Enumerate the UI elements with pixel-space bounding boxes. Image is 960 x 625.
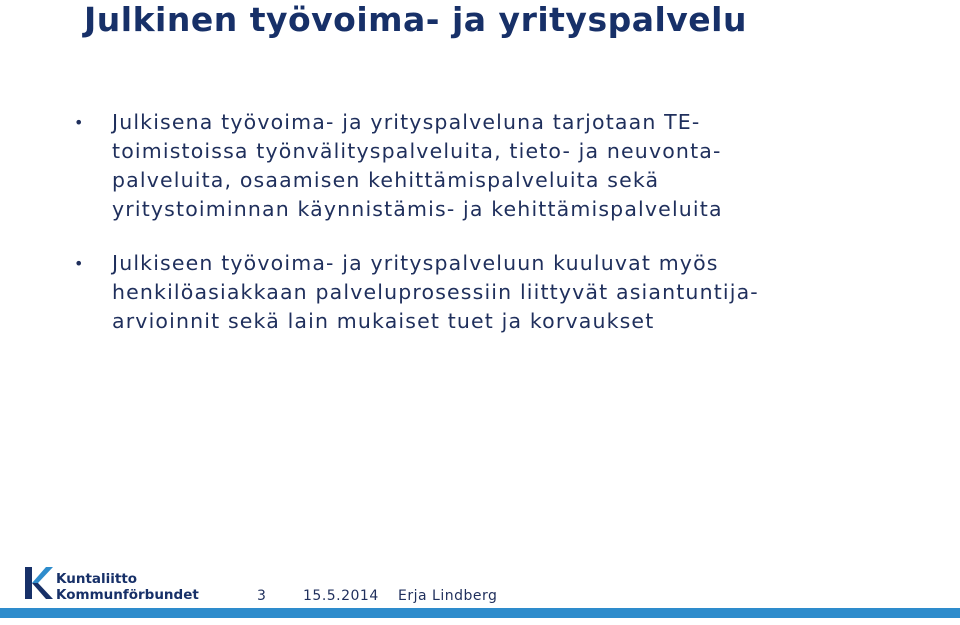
kuntaliitto-logo-icon <box>24 565 54 601</box>
slide-title: Julkinen työvoima- ja yrityspalvelu <box>84 0 747 39</box>
bullet-line: henkilöasiakkaan palveluprosessiin liittyvät asiantuntija- <box>112 280 759 304</box>
page-number: 3 <box>257 588 267 604</box>
bullet-line: yritystoiminnan käynnistämis- ja kehittämispalveluita <box>112 197 723 221</box>
bullet-line: arvioinnit sekä lain mukaiset tuet ja korvaukset <box>112 309 655 333</box>
bullet-dot-icon: • <box>74 113 85 132</box>
bullet-line: Julkisena työvoima- ja yrityspalveluna tarjotaan TE- <box>112 110 701 134</box>
footer-date: 15.5.2014 <box>303 588 379 604</box>
logo-line-2: Kommunförbundet <box>56 587 199 603</box>
logo-line-1: Kuntaliitto <box>56 571 138 587</box>
bullet-line: palveluita, osaamisen kehittämispalveluita sekä <box>112 168 660 192</box>
bullet-list <box>72 108 792 361</box>
footer-bar <box>0 608 960 618</box>
footer-author: Erja Lindberg <box>398 588 498 604</box>
bullet-dot-icon: • <box>74 254 85 273</box>
bullet-item <box>72 108 792 224</box>
bullet-line: Julkiseen työvoima- ja yrityspalveluun kuuluvat myös <box>112 251 719 275</box>
slide-footer <box>0 559 960 625</box>
organization-logo <box>24 565 199 603</box>
bullet-item <box>72 249 792 336</box>
logo-wordmark <box>56 571 199 603</box>
bullet-line: toimistoissa työnvälityspalveluita, tieto- ja neuvonta- <box>112 139 722 163</box>
